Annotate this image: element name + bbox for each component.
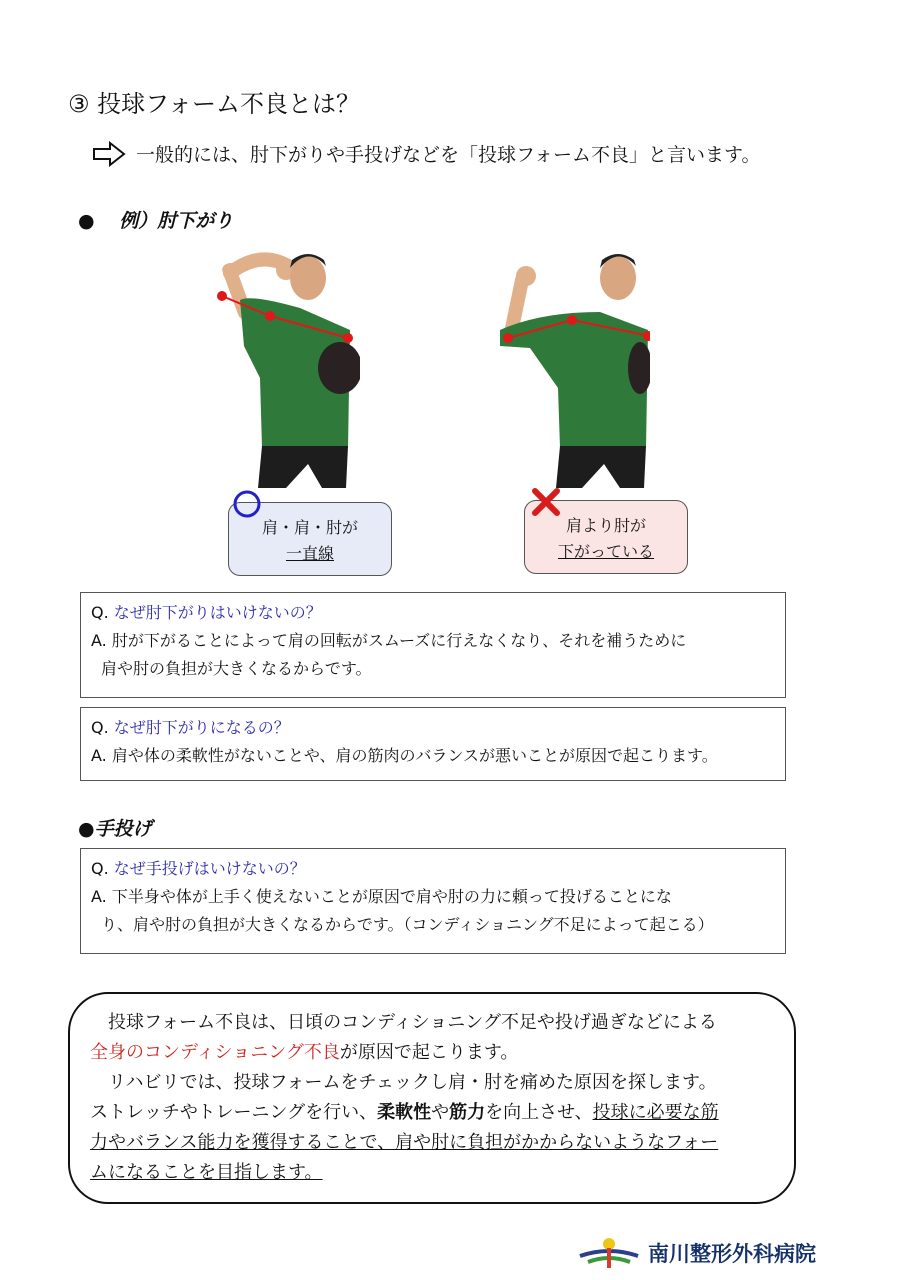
- callout-incorrect-line1: 肩より肘が: [565, 516, 646, 535]
- hospital-emblem-icon: [578, 1236, 640, 1270]
- summary-line2-rest: が原因で起こります。: [339, 1042, 519, 1063]
- summary-emphasis: 全身のコンディショニング不良: [90, 1042, 340, 1063]
- section-heading-arm-throw: ●手投げ: [78, 818, 152, 840]
- summary-line4b: や: [431, 1102, 450, 1123]
- section-heading-elbow: [78, 206, 233, 233]
- callout-incorrect-line2: 下がっている: [557, 542, 654, 561]
- q-prefix: Q.: [91, 718, 109, 737]
- q-prefix: Q.: [91, 603, 109, 622]
- answer-line2: 肩や肘の負担が大きくなるからです。: [101, 659, 372, 678]
- summary-line4-underlined: 投球に必要な筋: [592, 1102, 719, 1123]
- section-heading-text: 例）肘下がり: [119, 210, 234, 232]
- summary-line3: リハビリでは、投球フォームをチェックし肩・肘を痛めた原因を探します。: [108, 1072, 717, 1093]
- qa-box-3: [80, 848, 786, 954]
- question-text: なぜ肘下がりになるの？: [113, 718, 290, 737]
- intro-line: [92, 140, 761, 167]
- bullet: ●: [78, 210, 95, 232]
- question-text: なぜ手投げはいけないの？: [113, 859, 306, 878]
- arrow-right-icon: [92, 141, 126, 167]
- question-text: なぜ肘下がりはいけないの？: [113, 603, 322, 622]
- qa-box-2: [80, 707, 786, 781]
- summary-line1: 投球フォーム不良は、日頃のコンディショニング不足や投げ過ぎなどによる: [108, 1012, 717, 1033]
- callout-correct-line1: 肩・肩・肘が: [261, 518, 358, 537]
- answer-line1: 下半身や体が上手く使えないことが原因で肩や肘の力に頼って投げることにな: [111, 887, 672, 906]
- answer-line1: 肘が下がることによって肩の回転がスムーズに行えなくなり、それを補うために: [111, 631, 687, 650]
- hospital-logo: [578, 1236, 816, 1270]
- a-prefix: A.: [91, 887, 107, 906]
- summary-line6: ムになることを目指します。: [90, 1162, 323, 1183]
- photo-correct-form: [210, 238, 360, 488]
- circle-mark-icon: [232, 489, 262, 519]
- intro-text: 一般的には、肘下がりや手投げなどを「投球フォーム不良」と言います。: [136, 144, 761, 166]
- summary-line5: 力やバランス能力を獲得することで、肩や肘に負担がかからないようなフォー: [90, 1132, 719, 1153]
- summary-line4c: を向上させ、: [485, 1102, 593, 1123]
- a-prefix: A.: [91, 631, 107, 650]
- answer-line1: 肩や体の柔軟性がないことや、肩の筋肉のバランスが悪いことが原因で起こります。: [111, 746, 718, 765]
- summary-flexibility: 柔軟性: [377, 1102, 432, 1123]
- a-prefix: A.: [91, 746, 107, 765]
- summary-strength: 筋力: [449, 1102, 486, 1123]
- summary-box: [68, 992, 796, 1204]
- qa-box-1: [80, 592, 786, 698]
- callout-correct-line2: 一直線: [285, 544, 334, 563]
- photo-elbow-drop: [500, 238, 650, 488]
- q-prefix: Q.: [91, 859, 109, 878]
- page-title: ③ 投球フォーム不良とは？: [68, 90, 360, 118]
- cross-mark-icon: [530, 486, 562, 518]
- summary-line4a: ストレッチやトレーニングを行い、: [90, 1102, 378, 1123]
- answer-line2: り、肩や肘の負担が大きくなるからです。（コンディショニング不足によって起こる）: [101, 915, 714, 934]
- hospital-name: 南川整形外科病院: [648, 1242, 816, 1266]
